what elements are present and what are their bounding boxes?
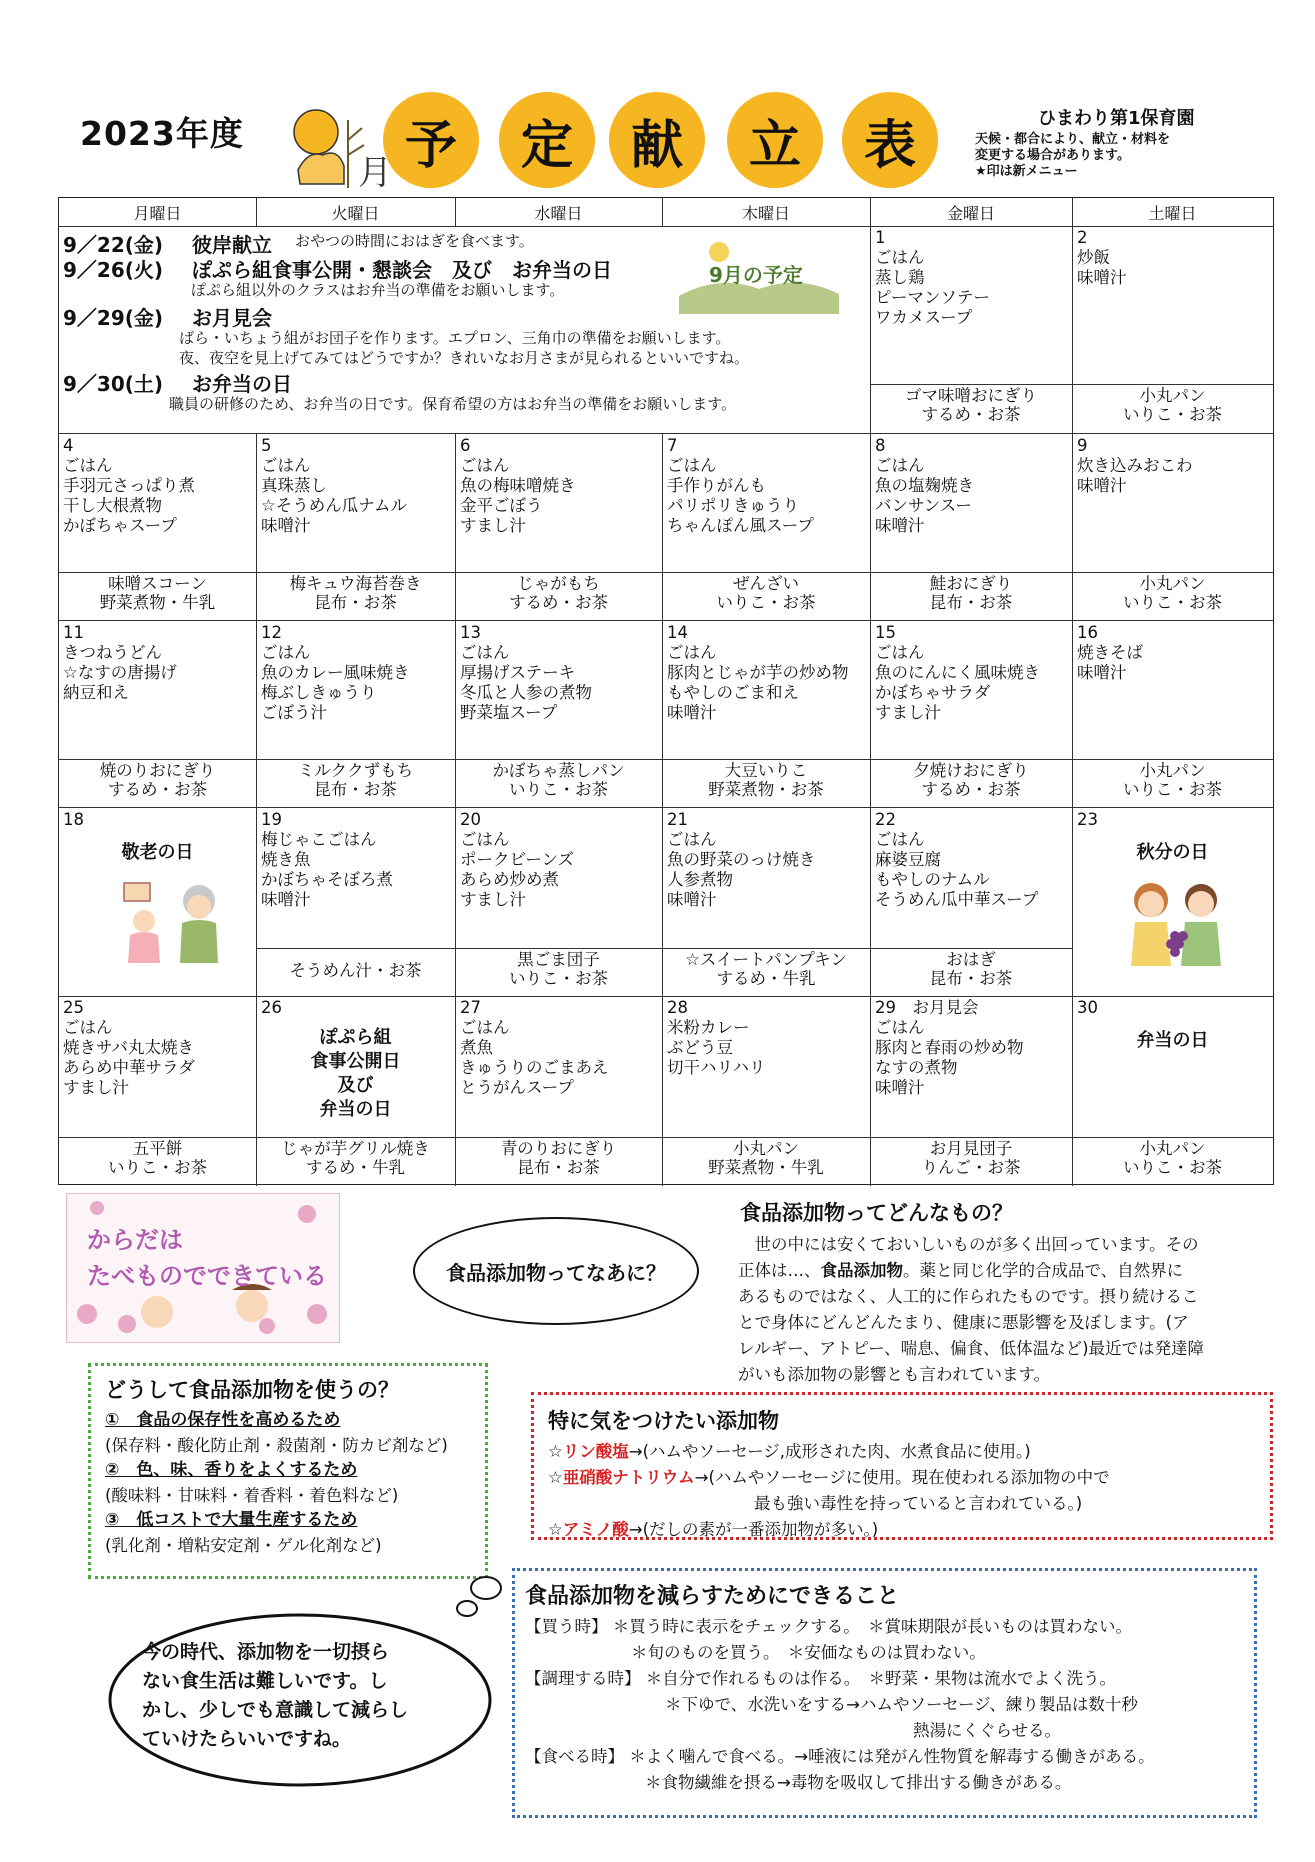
additive-explanation — [738, 1232, 1258, 1388]
snack-cell: 青のりおにぎり 昆布・お茶 — [500, 1139, 617, 1177]
menu-cell: 1 ごはん 蒸し鶏 ピーマンソテー ワカメスープ — [875, 228, 990, 327]
explanation-line: あるものではなく、人工的に作られたものです。摂り続けるこ — [738, 1287, 1199, 1306]
reduce-line: 熱湯にくぐらせる。 — [913, 1721, 1062, 1740]
event-date: 9／22(金) — [63, 233, 164, 257]
menu-cell: 30 — [1077, 998, 1098, 1017]
menu-cell: 25 ごはん 焼きサバ丸太焼き あらめ中華サラダ すまし汁 — [63, 998, 195, 1097]
snack-cell: 小丸パン 野菜煮物・牛乳 — [708, 1139, 824, 1177]
event-text: ばら・いちょう組がお団子を作ります。エプロン、三角巾の準備をお願いします。 — [179, 329, 731, 347]
svg-text:月: 月 — [358, 153, 392, 193]
speech-text: 今の時代、添加物を一切摂ら ない食生活は難しいです。し かし、少しでも意識して減らし ていけたらいいですね。 — [142, 1641, 409, 1750]
menu-cell: 26 — [261, 998, 282, 1017]
title-char-5: 表 — [842, 92, 938, 188]
caution-item: ☆アミノ酸→(だしの素が一番添加物が多い。) — [548, 1520, 879, 1539]
reduce-line: ＊食物繊維を摂る→毒物を吸収して排出する働きがある。 — [645, 1773, 1072, 1792]
snack-cell: 小丸パン いりこ・お茶 — [1123, 386, 1222, 424]
why-item: ① 食品の保存性を高めるため — [105, 1410, 341, 1430]
bubble-text: 食品添加物ってなあに？ — [446, 1261, 666, 1285]
reduce-title: 食品添加物を減らすためにできること — [525, 1584, 900, 1609]
snack-cell: ぜんざい いりこ・お茶 — [716, 574, 816, 612]
why-title: どうして食品添加物を使うの？ — [105, 1378, 399, 1402]
thought-dot — [470, 1576, 502, 1600]
menu-cell: 7 ごはん 手作りがんも パリポリきゅうり ちゃんぽん風スープ — [667, 436, 814, 535]
weekday-header: 水曜日 — [534, 203, 583, 223]
reduce-line: 【調理する時】 ＊自分で作れるものは作る。 ＊野菜・果物は流水でよく洗う。 — [525, 1669, 1116, 1688]
snack-cell: 五平餅 いりこ・お茶 — [108, 1139, 207, 1177]
snack-cell: じゃが芋グリル焼き するめ・牛乳 — [281, 1139, 430, 1177]
reduce-line: ＊下ゆで、水洗いをする→ハムやソーセージ、練り製品は数十秒 — [665, 1695, 1138, 1714]
weekday-header: 金曜日 — [946, 203, 995, 223]
karada-banner — [66, 1193, 340, 1343]
caution-item-cont: 最も強い毒性を持っていると言われている。) — [754, 1494, 1083, 1513]
note-line: 天候・都合により、献立・材料を — [975, 132, 1171, 147]
holiday-label: 弁当の日 — [1136, 1030, 1209, 1051]
additive-question-title: 食品添加物ってどんなもの？ — [740, 1201, 1013, 1225]
snack-cell: ☆スイートパンプキン するめ・牛乳 — [685, 950, 847, 988]
explanation-line: 世の中には安くておいしいものが多く出回っています。その — [738, 1235, 1199, 1254]
menu-cell: 18 — [63, 810, 84, 829]
event-text: おやつの時間におはぎを食べます。 — [295, 232, 534, 250]
snack-cell: かぼちゃ蒸しパン いりこ・お茶 — [492, 761, 625, 799]
nitrite-label: 亜硝酸ナトリウム — [562, 1468, 695, 1487]
snack-cell: 鮭おにぎり 昆布・お茶 — [929, 574, 1013, 612]
karada-text: からだは たべものでできている — [87, 1226, 327, 1290]
emphasis-additive: 食品添加物 — [820, 1261, 903, 1280]
snack-cell: お月見団子 りんご・お茶 — [921, 1139, 1021, 1177]
why-box — [88, 1363, 488, 1579]
menu-cell: 29 お月見会 ごはん 豚肉と春雨の炒め物 なすの煮物 味噌汁 — [875, 998, 1024, 1097]
menu-cell: 13 ごはん 厚揚げステーキ 冬瓜と人参の煮物 野菜塩スープ — [460, 623, 592, 722]
explanation-line: 正体は…、食品添加物。薬と同じ化学的合成品で、自然界に — [738, 1261, 1184, 1280]
menu-cell: 15 ごはん 魚のにんにく風味焼き かぼちゃサラダ すまし汁 — [875, 623, 1040, 722]
thought-dot — [456, 1600, 478, 1617]
moon-cat-illustration — [278, 100, 392, 193]
menu-cell: 23 — [1077, 810, 1098, 829]
snack-cell: じゃがもち するめ・お茶 — [509, 574, 608, 612]
reduce-line: ＊旬のものを買う。 ＊安価なものは買わない。 — [631, 1643, 986, 1662]
why-detail: (保存料・酸化防止剤・殺菌剤・防カビ剤など) — [105, 1436, 448, 1455]
menu-cell: 8 ごはん 魚の塩麹焼き バンサンスー 味噌汁 — [875, 436, 974, 535]
menu-cell: 16 焼きそば 味噌汁 — [1077, 623, 1143, 682]
snack-cell: 小丸パン いりこ・お茶 — [1123, 761, 1222, 799]
weekday-header: 火曜日 — [331, 203, 380, 223]
why-item: ③ 低コストで大量生産するため — [105, 1510, 358, 1530]
menu-cell: 5 ごはん 真珠蒸し ☆そうめん瓜ナムル 味噌汁 — [261, 436, 407, 535]
reduce-box — [512, 1568, 1257, 1818]
phosphate-label: リン酸塩 — [562, 1442, 629, 1461]
event-title: お月見会 — [192, 306, 272, 330]
holiday-label: 敬老の日 — [121, 842, 194, 863]
menu-cell: 2 炒飯 味噌汁 — [1077, 228, 1127, 287]
event-date: 9／29(金) — [63, 306, 164, 330]
menu-cell: 27 ごはん 煮魚 きゅうりのごまあえ とうがんスープ — [460, 998, 609, 1097]
snack-cell: ミルククずもち 昆布・お茶 — [297, 761, 414, 799]
sticker-text: 9月の予定 — [709, 263, 803, 287]
header-notes — [975, 132, 1170, 180]
menu-calendar — [58, 197, 1274, 1185]
snack-cell: 味噌スコーン 野菜煮物・牛乳 — [99, 574, 216, 612]
why-item: ② 色、味、香りをよくするため — [105, 1460, 358, 1480]
snack-cell: 焼のりおにぎり するめ・お茶 — [99, 761, 216, 799]
caution-item: ☆リン酸塩→(ハムやソーセージ,成形された肉、水煮食品に使用。) — [548, 1442, 1031, 1461]
event-title: 彼岸献立 — [192, 233, 272, 257]
children-grapes-illustration — [1117, 870, 1237, 980]
note-line: ★印は新メニュー — [975, 164, 1078, 179]
event-text: 夜、夜空を見上げてみてはどうですか？きれいなお月さまが見られるといいですね。 — [179, 349, 750, 367]
menu-cell: 9 炊き込みおこわ 味噌汁 — [1077, 436, 1193, 495]
snack-cell: ゴマ味噌おにぎり するめ・お茶 — [905, 386, 1037, 424]
title-char-4: 立 — [727, 92, 823, 188]
event-title: ぽぷら組食事公開・懇談会 及び お弁当の日 — [192, 258, 612, 282]
holiday-label: 秋分の日 — [1136, 842, 1209, 863]
event-date: 9／26(火) — [63, 258, 164, 282]
snack-cell: 夕焼けおにぎり するめ・お茶 — [913, 761, 1029, 799]
caution-item: ☆亜硝酸ナトリウム→(ハムやソーセージに使用。現在使われる添加物の中で — [548, 1468, 1110, 1487]
title-char-1: 予 — [383, 92, 479, 188]
menu-cell: 19 梅じゃこごはん 焼き魚 かぼちゃそぼろ煮 味噌汁 — [261, 810, 393, 909]
amino-acid-label: アミノ酸 — [562, 1520, 629, 1539]
event-title: お弁当の日 — [192, 372, 292, 396]
title-char-3: 献 — [609, 92, 705, 188]
september-sticker — [679, 234, 839, 314]
snack-cell: 小丸パン いりこ・お茶 — [1123, 1139, 1222, 1177]
grandparent-illustration — [114, 873, 234, 963]
event-date: 9／30(土) — [63, 372, 164, 396]
reduce-line: 【食べる時】 ＊よく噛んで食べる。→唾液には発がん性物質を解毒する働きがある。 — [525, 1747, 1155, 1766]
menu-cell: 11 きつねうどん ☆なすの唐揚げ 納豆和え — [63, 623, 177, 702]
weekday-header: 木曜日 — [741, 203, 790, 223]
snack-cell: 小丸パン いりこ・お茶 — [1123, 574, 1222, 612]
school-name: ひまわり第1保育園 — [1038, 108, 1195, 129]
event-text: ぽぷら組以外のクラスはお弁当の準備をお願いします。 — [191, 281, 565, 299]
snack-cell: そうめん汁・お茶 — [289, 961, 422, 980]
menu-cell: 14 ごはん 豚肉とじゃが芋の炒め物 もやしのごま和え 味噌汁 — [667, 623, 849, 722]
question-bubble — [413, 1217, 699, 1325]
weekday-header: 土曜日 — [1148, 203, 1197, 223]
title-char-2: 定 — [499, 92, 595, 188]
explanation-line: レルギー、アトピー、喘息、偏食、低体温など)最近では発達障 — [738, 1339, 1205, 1358]
menu-cell: 21 ごはん 魚の野菜のっけ焼き 人参煮物 味噌汁 — [667, 810, 816, 909]
menu-cell: 22 ごはん 麻婆豆腐 もやしのナムル そうめん瓜中華スープ — [875, 810, 1039, 909]
year-title: 2023年度 — [80, 114, 244, 153]
weekday-header: 月曜日 — [133, 203, 182, 223]
explanation-line: がいも添加物の影響とも言われています。 — [738, 1365, 1051, 1384]
menu-cell: 6 ごはん 魚の梅味噌焼き 金平ごぼう すまし汁 — [460, 436, 576, 535]
caution-title: 特に気をつけたい添加物 — [548, 1409, 779, 1433]
caution-box — [531, 1392, 1273, 1540]
snack-cell: 黒ごま団子 いりこ・お茶 — [509, 950, 608, 988]
why-detail: (乳化剤・増粘安定剤・ゲル化剤など) — [105, 1536, 382, 1555]
snack-cell: おはぎ 昆布・お茶 — [929, 950, 1013, 988]
menu-cell: 28 米粉カレー ぶどう豆 切干ハリハリ — [667, 998, 766, 1077]
menu-cell: 12 ごはん 魚のカレー風味焼き 梅ぶしきゅうり ごぼう汁 — [261, 623, 410, 722]
reduce-line: 【買う時】 ＊買う時に表示をチェックする。 ＊賞味期限が長いものは買わない。 — [525, 1617, 1132, 1636]
why-detail: (酸味料・甘味料・着香料・着色料など) — [105, 1486, 399, 1505]
speech-cloud — [100, 1590, 500, 1790]
menu-cell: 20 ごはん ポークビーンズ あらめ炒め煮 すまし汁 — [460, 810, 575, 909]
event-text: 職員の研修のため、お弁当の日です。保育希望の方はお弁当の準備をお願いします。 — [169, 395, 737, 413]
menu-cell: 4 ごはん 手羽元さっぱり煮 干し大根煮物 かぼちゃスープ — [63, 436, 195, 535]
snack-cell: 大豆いりこ 野菜煮物・お茶 — [708, 761, 824, 799]
event-day-label: ぽぷら組 食事公開日 及び 弁当の日 — [310, 1027, 401, 1120]
explanation-line: とで身体にどんどんたまり、健康に悪影響を及ぼします。(ア — [738, 1313, 1189, 1332]
note-line: 変更する場合があります。 — [975, 148, 1130, 163]
snack-cell: 梅キュウ海苔巻き 昆布・お茶 — [289, 574, 422, 612]
